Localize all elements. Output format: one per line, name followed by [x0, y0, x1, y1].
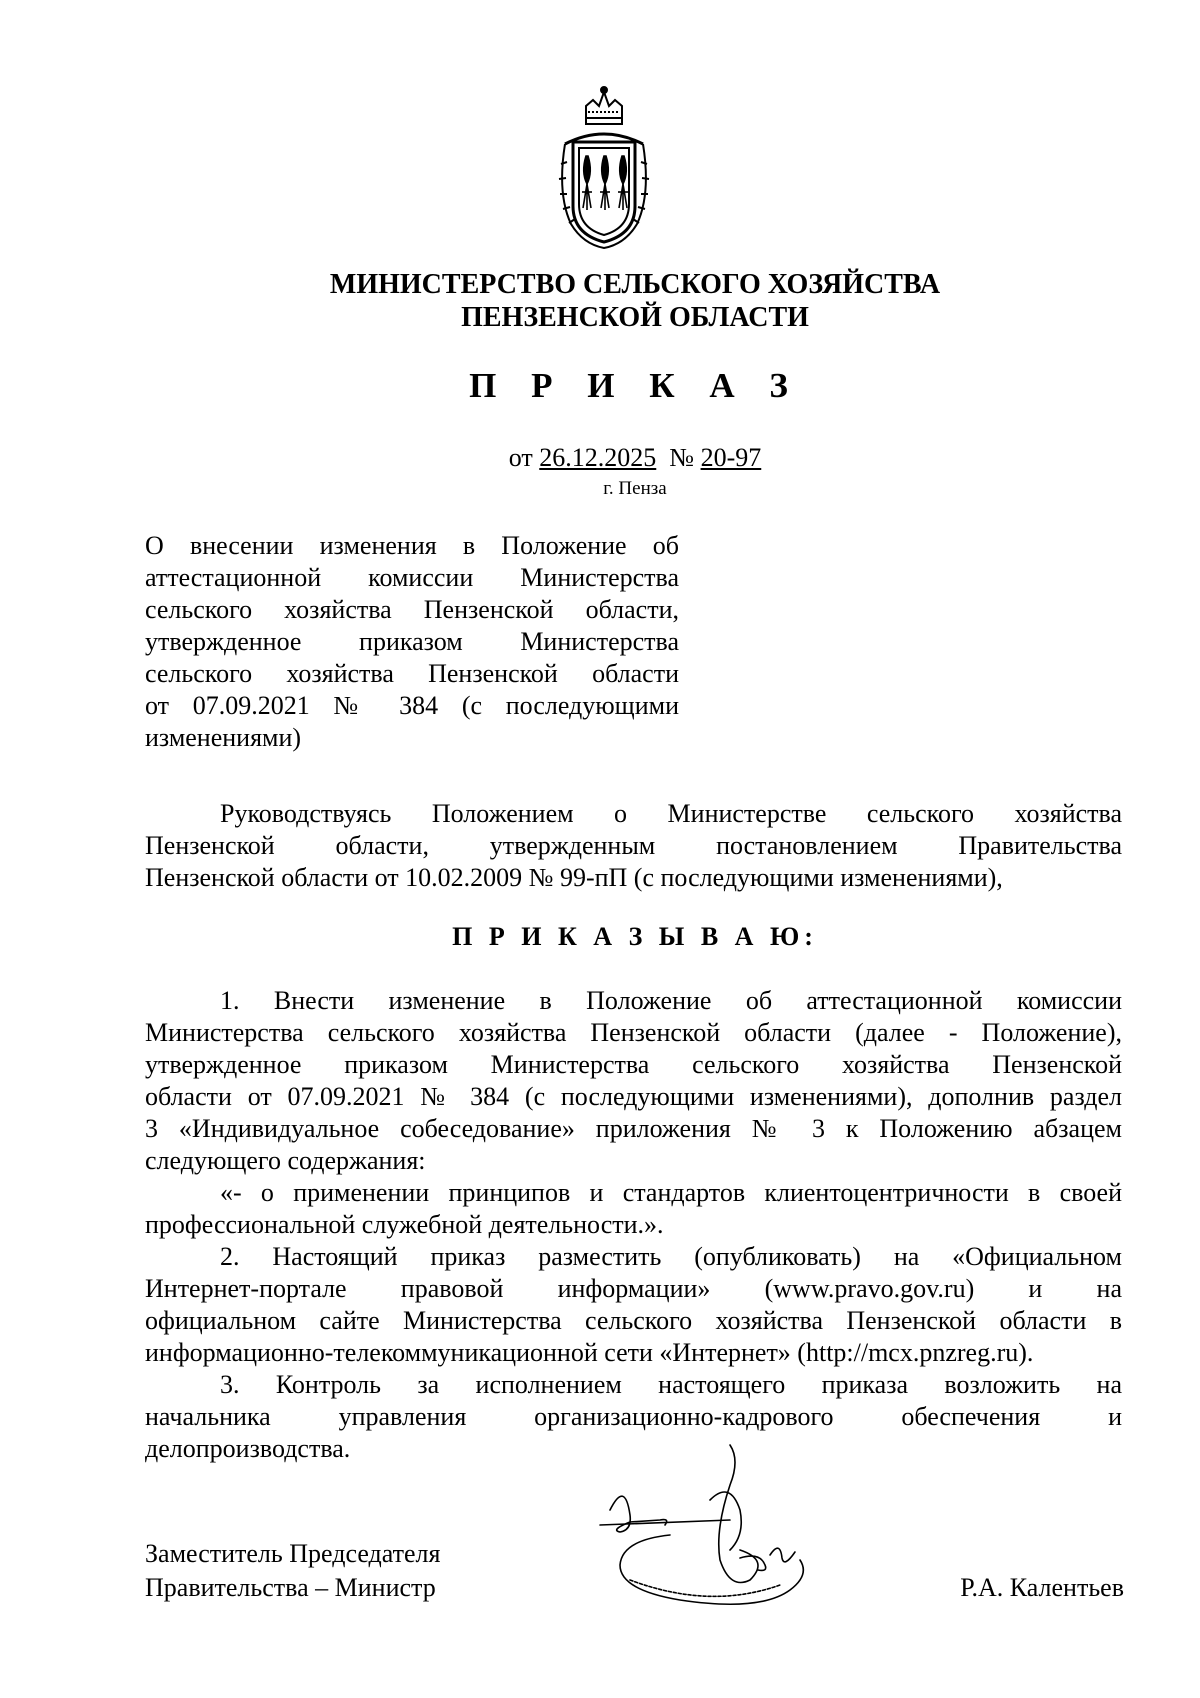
signatory-position-line1: Заместитель Председателя [145, 1539, 441, 1568]
ministry-name-line2: ПЕНЗЕНСКОЙ ОБЛАСТИ [461, 302, 809, 333]
item3-line: 3. Контроль за исполнением настоящего приказа возложить на [220, 1370, 1122, 1399]
subject-line: изменениями) [145, 723, 302, 752]
item1-line: 3 «Индивидуальное собеседование» приложения № 3 к Положению абзацем [145, 1114, 1122, 1143]
item2-line: информационно-телекоммуникационной сети «Интернет» (http://mcx.pnzreg.ru). [145, 1338, 1034, 1367]
subject-line: от 07.09.2021 № 384 (с последующими [145, 691, 679, 720]
date-number-line [0, 443, 1200, 473]
document-type-title: П Р И К А З [469, 366, 801, 405]
item1-line: утвержденное приказом Министерства сельского хозяйства Пензенской [145, 1050, 1122, 1079]
subject-line: сельского хозяйства Пензенской области, [145, 595, 679, 624]
order-heading: П Р И К А З Ы В А Ю: [452, 922, 818, 951]
subject-line: О внесении изменения в Положение об [145, 531, 679, 560]
item3-line: делопроизводства. [145, 1434, 351, 1463]
number-prefix: № [669, 443, 695, 472]
item3-line: начальника управления организационно-кадрового обеспечения и [145, 1402, 1122, 1431]
item2-line: 2. Настоящий приказ разместить (опубликовать) на «Официальном [220, 1242, 1122, 1271]
handwritten-signature-icon [590, 1440, 840, 1615]
item2-line: Интернет-портале правовой информации» (www.pravo.gov.ru) и на [145, 1274, 1122, 1303]
signatory-position [145, 1537, 440, 1605]
preamble-paragraph [145, 798, 1122, 894]
ministry-name [0, 268, 1200, 334]
quote-line: профессиональной служебной деятельности.». [145, 1210, 664, 1239]
signatory-name: Р.А. Калентьев [960, 1573, 1124, 1602]
subject-line: сельского хозяйства Пензенской области [145, 659, 679, 688]
subject-line: утвержденное приказом Министерства [145, 627, 679, 656]
preamble-line: Пензенской области от 10.02.2009 № 99-пП (с последующими изменениями), [145, 863, 1003, 892]
item1-line: области от 07.09.2021 № 384 (с последующими изменениями), дополнив раздел [145, 1082, 1122, 1111]
quote-line: «- о применении принципов и стандартов клиентоцентричности в своей [220, 1178, 1122, 1207]
item1-line: следующего содержания: [145, 1146, 426, 1175]
document-date: 26.12.2025 [539, 443, 657, 472]
order-items [145, 985, 1122, 1465]
ministry-name-line1: МИНИСТЕРСТВО СЕЛЬСКОГО ХОЗЯЙСТВА [329, 269, 941, 300]
item1-line: 1. Внести изменение в Положение об аттестационной комиссии [220, 986, 1122, 1015]
item1-line: Министерства сельского хозяйства Пензенской области (далее - Положение), [145, 1018, 1122, 1047]
document-subject [145, 530, 679, 754]
subject-line: аттестационной комиссии Министерства [145, 563, 679, 592]
signatory-position-line2: Правительства – Министр [145, 1573, 436, 1602]
preamble-line: Пензенской области, утвержденным постановлением Правительства [145, 831, 1122, 860]
document-number: 20-97 [700, 443, 762, 472]
date-prefix: от [508, 443, 533, 472]
item2-line: официальном сайте Министерства сельского хозяйства Пензенской области в [145, 1306, 1122, 1335]
document-city: г. Пенза [603, 478, 667, 499]
penza-coat-of-arms-icon [553, 84, 655, 254]
preamble-line: Руководствуясь Положением о Министерстве сельского хозяйства [220, 799, 1122, 828]
